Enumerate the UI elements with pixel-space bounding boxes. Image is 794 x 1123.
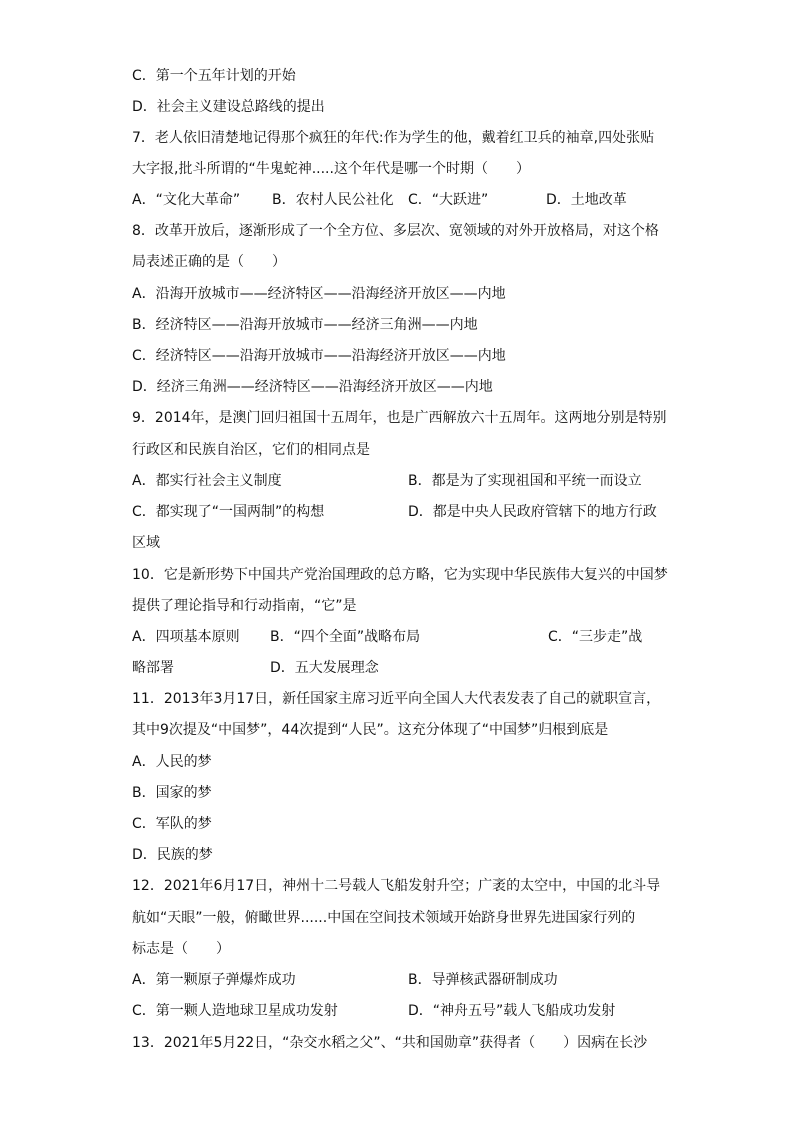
q7-option-b: B．农村人民公社化 [272, 192, 394, 208]
q11-option-b: B．国家的梦 [132, 785, 212, 801]
q9-option-d-continued: 区域 [132, 535, 160, 551]
q9-stem-line1: 9．2014年，是澳门回归祖国十五周年，也是广西解放六十五周年。这两地分别是特别 [132, 410, 667, 426]
q7-stem-line2: 大字报,批斗所谓的“牛鬼蛇神.....这个年代是哪一个时期（ ） [132, 161, 530, 177]
q9-option-a: A．都实行社会主义制度 [132, 473, 282, 489]
q13-stem-line1: 13．2021年5月22日，“杂交水稻之父”、“共和国勋章”获得者（ ）因病在长沙 [132, 1035, 648, 1051]
q6-option-c: C．第一个五年计划的开始 [132, 68, 296, 84]
q12-option-a: A．第一颗原子弹爆炸成功 [132, 972, 296, 988]
q11-stem-line1: 11．2013年3月17日，新任国家主席习近平向全国人大代表发表了自己的就职宣言， [132, 691, 661, 707]
q9-option-b: B．都是为了实现祖国和平统一而设立 [408, 473, 642, 489]
q12-option-b: B．导弹核武器研制成功 [408, 972, 558, 988]
q10-option-b: B．“四个全面”战略布局 [270, 629, 421, 645]
q10-option-c-continued: 略部署 [132, 660, 174, 676]
q11-option-c: C．军队的梦 [132, 816, 212, 832]
q8-option-d: D．经济三角洲——经济特区——沿海经济开放区——内地 [132, 379, 493, 395]
q9-option-d: D．都是中央人民政府管辖下的地方行政 [408, 504, 657, 520]
q8-option-c: C．经济特区——沿海开放城市——沿海经济开放区——内地 [132, 348, 506, 364]
q6-option-d: D．社会主义建设总路线的提出 [132, 99, 325, 115]
q9-stem-line2: 行政区和民族自治区，它们的相同点是 [132, 442, 370, 458]
q10-option-d: D．五大发展理念 [270, 660, 379, 676]
q10-option-a: A．四项基本原则 [132, 629, 240, 645]
q12-stem-line3: 标志是（ ） [132, 941, 230, 957]
q7-option-c: C．“大跃进” [408, 192, 489, 208]
q10-option-c: C．“三步走”战 [548, 629, 643, 645]
q12-stem-line1: 12．2021年6月17日，神州十二号载人飞船发射升空；广袤的太空中，中国的北斗导 [132, 878, 661, 894]
q11-option-a: A．人民的梦 [132, 754, 212, 770]
q8-option-a: A．沿海开放城市——经济特区——沿海经济开放区——内地 [132, 286, 506, 302]
q8-stem-line1: 8．改革开放后，逐渐形成了一个全方位、多层次、宽领域的对外开放格局，对这个格 [132, 223, 659, 239]
q12-option-d: D．“神舟五号”载人飞船成功发射 [408, 1003, 616, 1019]
q8-option-b: B．经济特区——沿海开放城市——经济三角洲——内地 [132, 317, 478, 333]
q12-stem-line2: 航如“天眼”一般，俯瞰世界......中国在空间技术领域开始跻身世界先进国家行列的 [132, 910, 636, 926]
q10-stem-line1: 10．它是新形势下中国共产党治国理政的总方略，它为实现中华民族伟大复兴的中国梦 [132, 567, 668, 583]
q12-option-c: C．第一颗人造地球卫星成功发射 [132, 1003, 338, 1019]
q11-stem-line2: 其中9次提及“中国梦”，44次提到“人民”。这充分体现了“中国梦”归根到底是 [132, 722, 609, 738]
q11-option-d: D．民族的梦 [132, 847, 213, 863]
q7-option-a: A．“文化大革命” [132, 192, 241, 208]
q8-stem-line2: 局表述正确的是（ ） [132, 254, 286, 270]
q7-stem-line1: 7．老人依旧清楚地记得那个疯狂的年代:作为学生的他，戴着红卫兵的袖章,四处张贴 [132, 130, 655, 146]
q7-option-d: D．土地改革 [546, 192, 627, 208]
q10-stem-line2: 提供了理论指导和行动指南，“它”是 [132, 598, 357, 614]
q9-option-c: C．都实现了“一国两制”的构想 [132, 504, 325, 520]
